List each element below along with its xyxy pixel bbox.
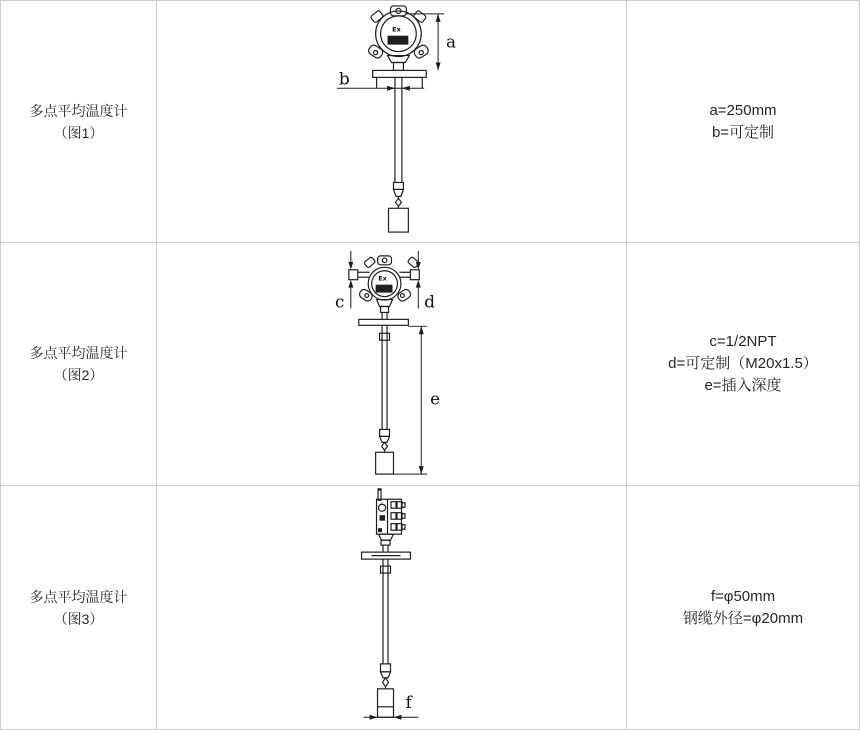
- transmitter-head: [377, 488, 405, 545]
- product-name: 多点平均温度计: [29, 102, 128, 119]
- display-window: [380, 515, 385, 520]
- mounting-flange: [359, 312, 409, 325]
- row3-figure-cell: [157, 486, 627, 729]
- dimension-specs: [683, 586, 803, 630]
- transmitter-head: [358, 256, 419, 313]
- ex-marking: Ex: [392, 25, 401, 34]
- figure-ref: （图3）: [53, 610, 104, 627]
- dimension-d: [416, 251, 435, 312]
- spec-line: e=插入深度: [704, 377, 782, 394]
- spec-line: a=250mm: [709, 101, 777, 119]
- spec-line: 钢缆外径=φ20mm: [682, 609, 804, 627]
- probe-stem: [376, 325, 394, 474]
- thermometer-fig2-diagram: [157, 243, 626, 485]
- dimension-specs: [709, 100, 776, 144]
- probe-stem: [389, 77, 409, 232]
- row3-label-cell: [1, 486, 157, 729]
- dimension-c: [335, 251, 353, 312]
- dim-label-d: d: [424, 291, 436, 312]
- row2-label-cell: [1, 243, 157, 486]
- bottom-weight: [376, 452, 394, 474]
- dim-label-a: a: [446, 31, 457, 52]
- bottom-weight: [378, 689, 394, 717]
- dimension-b: [337, 68, 424, 90]
- ex-marking: Ex: [378, 274, 387, 283]
- row1-label-cell: [1, 1, 157, 243]
- product-label: [30, 100, 128, 144]
- spec-line: d=可定制（M20x1.5）: [668, 355, 818, 372]
- product-label: [30, 586, 128, 630]
- row1-figure-cell: [157, 1, 627, 243]
- dim-label-e: e: [430, 388, 441, 409]
- transmitter-head: [367, 6, 430, 70]
- product-name: 多点平均温度计: [29, 345, 128, 361]
- display-window: [376, 285, 393, 293]
- dimension-a: [405, 14, 456, 71]
- spec-line: f=φ50mm: [710, 587, 776, 605]
- thermometer-fig1-diagram: [157, 1, 626, 242]
- figure-ref: （图2）: [53, 367, 104, 383]
- spec-line: b=可定制: [711, 123, 775, 141]
- row1-specs-cell: [627, 1, 859, 243]
- display-window: [388, 36, 409, 45]
- row2-specs-cell: [627, 243, 859, 486]
- dimension-f: [364, 692, 419, 720]
- product-name: 多点平均温度计: [29, 588, 128, 605]
- dimension-e: [393, 326, 440, 474]
- product-label: [30, 342, 128, 386]
- dim-label-f: f: [405, 691, 412, 712]
- figure-ref: （图1）: [53, 124, 104, 141]
- spec-line: c=1/2NPT: [709, 333, 777, 350]
- probe-stem: [378, 559, 394, 717]
- row2-figure-cell: [157, 243, 627, 486]
- bottom-weight: [389, 208, 409, 232]
- dim-label-b: b: [338, 68, 350, 89]
- row3-specs-cell: [627, 486, 859, 729]
- thermometer-fig3-diagram: [157, 486, 626, 729]
- dimension-specs: [668, 331, 818, 397]
- mounting-flange: [373, 70, 427, 88]
- mounting-flange: [362, 545, 411, 559]
- dim-label-c: c: [334, 291, 345, 312]
- antenna: [378, 489, 381, 500]
